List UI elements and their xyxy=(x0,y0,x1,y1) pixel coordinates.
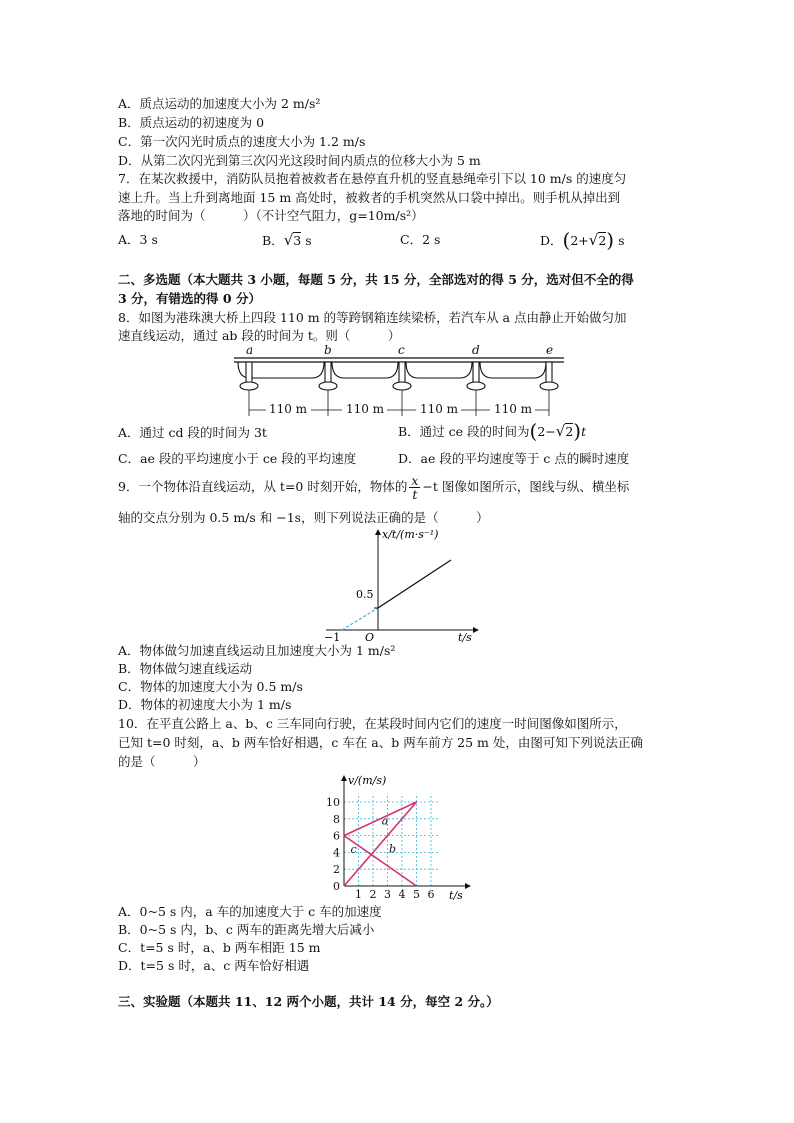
q7-option-a: A．3 s xyxy=(118,232,158,247)
span-label-ab: 110 m xyxy=(268,402,308,416)
q10-option-b: B．0~5 s 内，b、c 两车的距离先增大后减小 xyxy=(118,922,375,937)
vt-x-tick-label: 1 xyxy=(355,888,362,900)
q9-fraction: $\frac{x}{t}$ xyxy=(411,473,419,502)
vt-series-label-b: b xyxy=(388,842,396,856)
q8-stem-line1: 8．如图为港珠澳大桥上四段 110 m 的等跨钢箱连续梁桥，若汽车从 a 点由静止开始做匀加 xyxy=(118,310,627,325)
q9-option-b: B．物体做匀速直线运动 xyxy=(118,661,253,676)
q9-graph xyxy=(318,524,488,644)
vt-series-label-c: c xyxy=(350,843,357,857)
q9-option-a: A．物体做匀加速直线运动且加速度大小为 1 m/s² xyxy=(118,643,396,658)
vt-y-tick-label: 2 xyxy=(333,863,340,877)
vt-series-label-a: a xyxy=(381,814,389,828)
q7-stem-line3: 落地的时间为（ ）（不计空气阻力，g=10m/s²） xyxy=(118,208,424,223)
q10-option-c: C．t=5 s 时，a、b 两车相距 15 m xyxy=(118,940,321,955)
q9-y-intercept-label: 0.5 xyxy=(356,588,374,601)
span-label-bc: 110 m xyxy=(345,402,385,416)
q9-origin-label: O xyxy=(365,631,375,644)
vt-y-axis-label: v/(m/s) xyxy=(348,774,387,787)
vt-x-tick-label: 2 xyxy=(369,888,377,900)
q6-option-d: D．从第二次闪光到第三次闪光这段时间内质点的位移大小为 5 m xyxy=(118,153,481,168)
q9-stem-line2: 轴的交点分别为 0.5 m/s 和 −1s，则下列说法正确的是（ ） xyxy=(118,510,489,525)
vt-y-tick-label: 4 xyxy=(333,846,340,860)
q10-stem-line1: 10．在平直公路上 a、b、c 三车同向行驶，在某段时间内它们的速度一时间图像如图所示， xyxy=(118,716,627,731)
q8-option-b: B．通过 ce 段的时间为(2−√2)t xyxy=(398,419,587,443)
vt-y-tick-label: 10 xyxy=(326,796,340,809)
q6-option-c: C．第一次闪光时质点的速度大小为 1.2 m/s xyxy=(118,134,366,149)
q9-x-axis-label: t/s xyxy=(458,631,472,644)
q7-option-d: D．(2+√2) s xyxy=(540,228,625,252)
q8-option-d: D．ae 段的平均速度等于 c 点的瞬时速度 xyxy=(398,451,630,466)
section2-heading-line1: 二、多选题（本大题共 3 小题，每题 5 分，共 15 分，全部选对的得 5 分，选对但不全的得 xyxy=(118,272,634,287)
q10-stem-line3: 的是（ ） xyxy=(118,754,206,769)
q8-option-c: C．ae 段的平均速度小于 ce 段的平均速度 xyxy=(118,451,357,466)
q10-stem-line2: 已知 t=0 时刻，a、b 两车恰好相遇，c 车在 a、b 两车前方 25 m 处，由图可知下列说法正确 xyxy=(118,735,643,750)
bridge-point-b: b xyxy=(324,344,332,357)
span-label-cd: 110 m xyxy=(419,402,459,416)
bridge-point-a: a xyxy=(246,344,254,357)
vt-x-axis-label: t/s xyxy=(449,889,463,900)
q9-y-axis-label: x/t/(m·s⁻¹) xyxy=(382,528,439,541)
vt-x-tick-label: 3 xyxy=(384,888,391,900)
q9-data-line xyxy=(378,560,451,608)
vt-y-tick-label: 6 xyxy=(333,829,340,843)
q9-option-c: C．物体的加速度大小为 0.5 m/s xyxy=(118,679,303,694)
vt-x-tick-label: 4 xyxy=(398,888,406,900)
q6-option-b: B．质点运动的初速度为 0 xyxy=(118,115,265,130)
q10-option-d: D．t=5 s 时，a、c 两车恰好相遇 xyxy=(118,958,310,973)
bridge-point-c: c xyxy=(398,344,405,357)
q9-dashed-extension xyxy=(342,608,378,630)
q7-stem-line2: 速上升。当上升到离地面 15 m 高处时，被救者的手机突然从口袋中掉出。则手机从掉出到 xyxy=(118,190,621,205)
q7-option-b: B．√3 s xyxy=(262,231,312,249)
section2-heading-line2: 3 分，有错选的得 0 分） xyxy=(118,291,261,306)
q9-stem-line1: 9．一个物体沿直线运动，从 t=0 时刻开始，物体的 $\frac{x}{t}$ −t 图像如图所示，图线与纵、横坐标 xyxy=(118,473,630,502)
q9-x-intercept-label: −1 xyxy=(324,631,341,644)
bridge-point-d: d xyxy=(472,344,480,357)
q7-stem-line1: 7．在某次救援中，消防队员抱着被救者在悬停直升机的竖直悬绳牵引下以 10 m/s 的速度匀 xyxy=(118,171,627,186)
vt-x-tick-label: 6 xyxy=(427,888,435,900)
q10-vt-chart xyxy=(318,768,478,900)
q8-stem-line2: 速直线运动，通过 ab 段的时间为 t。则（ ） xyxy=(118,328,401,343)
q9-option-d: D．物体的初速度大小为 1 m/s xyxy=(118,697,292,712)
section3-heading: 三、实验题（本题共 11、12 两个小题，共计 14 分，每空 2 分。） xyxy=(118,994,499,1009)
vt-y-tick-label: 8 xyxy=(333,812,340,826)
q7-option-c: C．2 s xyxy=(400,232,441,247)
bridge-point-e: e xyxy=(546,344,554,357)
vt-x-tick-label: 5 xyxy=(413,888,420,900)
vt-y-tick-label: 0 xyxy=(333,880,340,893)
q10-option-a: A．0~5 s 内，a 车的加速度大于 c 车的加速度 xyxy=(118,904,382,919)
bridge-diagram xyxy=(230,344,570,422)
span-label-de: 110 m xyxy=(493,402,533,416)
q6-option-a: A．质点运动的加速度大小为 2 m/s² xyxy=(118,96,321,111)
q8-option-a: A．通过 cd 段的时间为 3t xyxy=(118,425,267,440)
